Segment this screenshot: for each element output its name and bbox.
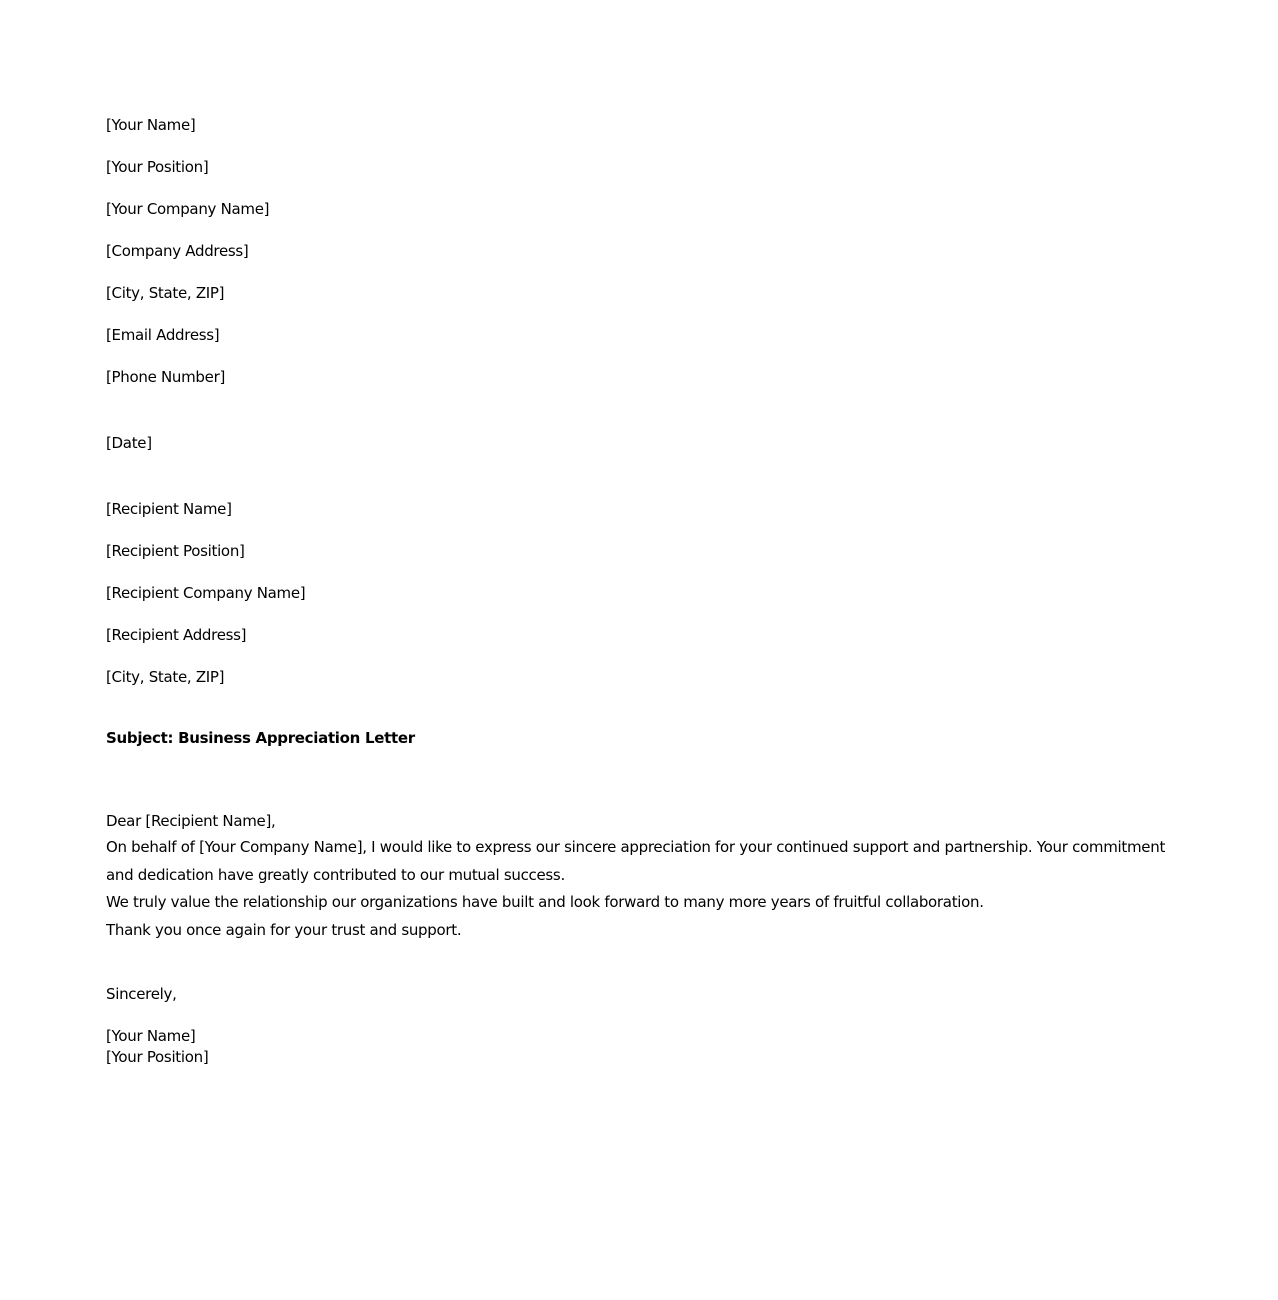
signature-position: [Your Position] (106, 1048, 209, 1066)
salutation: Dear [Recipient Name], (106, 812, 276, 830)
recipient-city-state-zip: [City, State, ZIP] (106, 668, 225, 686)
letter-body (106, 834, 1166, 944)
letter-date: [Date] (106, 434, 152, 452)
sender-email: [Email Address] (106, 326, 220, 344)
signature-name: [Your Name] (106, 1027, 196, 1045)
sender-position: [Your Position] (106, 158, 209, 176)
sender-name: [Your Name] (106, 116, 196, 134)
subject-line: Subject: Business Appreciation Letter (106, 729, 415, 747)
sender-company: [Your Company Name] (106, 200, 270, 218)
body-paragraph: Thank you once again for your trust and support. (106, 920, 462, 939)
sender-phone: [Phone Number] (106, 368, 225, 386)
recipient-address: [Recipient Address] (106, 626, 247, 644)
body-paragraph: We truly value the relationship our organizations have built and look forward to many more years of fruitful collaboration. (106, 893, 984, 911)
recipient-name: [Recipient Name] (106, 500, 232, 518)
sender-city-state-zip: [City, State, ZIP] (106, 284, 225, 302)
recipient-position: [Recipient Position] (106, 542, 245, 560)
body-paragraph: On behalf of [Your Company Name], I would like to express our sincere appreciation for your continued support and partnership. Your commitment and dedication have greatly contributed to our mutual success. (106, 838, 1166, 884)
closing: Sincerely, (106, 985, 177, 1003)
recipient-company: [Recipient Company Name] (106, 584, 306, 602)
sender-address: [Company Address] (106, 242, 249, 260)
